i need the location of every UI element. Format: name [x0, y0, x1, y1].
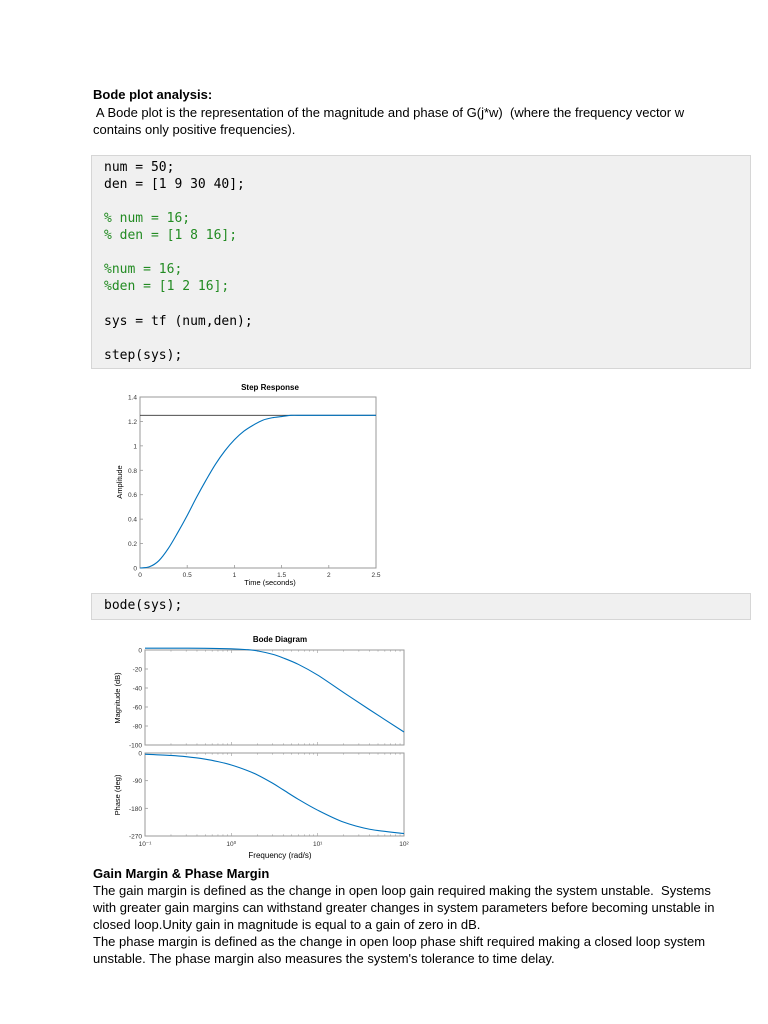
y-tick-label: -60	[132, 704, 142, 712]
code-line: bode(sys);	[104, 598, 183, 613]
code-block-step	[91, 155, 751, 369]
code-line: den = [1 9 30 40];	[104, 177, 245, 192]
x-tick-label: 0	[138, 572, 142, 579]
code-line: num = 50;	[104, 160, 175, 175]
y-tick-label: -100	[128, 742, 142, 750]
y-tick-label: 1.2	[127, 418, 137, 426]
x-tick-label: 0.5	[182, 572, 192, 579]
magnitude-axis-label: Magnitude (dB)	[113, 672, 122, 724]
y-tick-label: 0.4	[127, 516, 137, 524]
y-tick-label: 0.6	[127, 492, 137, 500]
paragraph-line: unstable. The phase margin also measures the system's tolerance to time delay.	[93, 951, 555, 966]
y-tick-label: 0	[138, 750, 142, 758]
x-axis-label: Frequency (rad/s)	[248, 851, 312, 860]
gain-phase-margin-paragraph	[93, 882, 753, 967]
code-comment-line: %den = [1 2 16];	[104, 279, 230, 294]
y-tick-label: 0.2	[127, 541, 137, 549]
chart-title: Step Response	[241, 383, 299, 392]
gain-phase-margin-heading: Gain Margin & Phase Margin	[93, 866, 270, 881]
y-tick-label: 0	[138, 647, 142, 655]
x-tick-label: 2.5	[371, 572, 381, 579]
code-line: sys = tf (num,den);	[104, 314, 253, 329]
y-tick-label: -90	[132, 778, 142, 786]
code-block-bode	[91, 593, 751, 620]
paragraph-line: The gain margin is defined as the change in open loop gain required making the system unstable. Systems	[93, 883, 711, 898]
y-axis-label: Amplitude	[115, 465, 124, 499]
bode-section-paragraph	[93, 104, 733, 138]
y-tick-label: -180	[128, 805, 142, 813]
step-response-chart	[100, 375, 400, 590]
y-tick-label: 1	[133, 443, 137, 451]
y-tick-label: 0	[133, 565, 137, 573]
code-line: step(sys);	[104, 348, 183, 363]
paragraph-line: with greater gain margins can withstand greater changes in system parameters before becoming unstable in	[93, 900, 715, 915]
x-tick-label: 10¹	[312, 841, 323, 848]
bode-diagram-chart	[100, 628, 420, 864]
paragraph-line: contains only positive frequencies).	[93, 122, 296, 137]
bode-section-heading: Bode plot analysis:	[93, 87, 213, 102]
y-tick-label: -270	[128, 833, 142, 841]
code-comment-line: % num = 16;	[104, 211, 191, 226]
x-tick-label: 2	[326, 572, 331, 579]
y-tick-label: 1.4	[127, 394, 137, 402]
x-tick-label: 10²	[399, 841, 409, 848]
paragraph-line: The phase margin is defined as the change in open loop phase shift required making a closed loop system	[93, 934, 706, 949]
paragraph-line: A Bode plot is the representation of the magnitude and phase of G(j*w) (where the frequency vector w	[93, 105, 685, 120]
code-comment-line: % den = [1 8 16];	[104, 228, 238, 243]
x-tick-label: 10⁰	[226, 841, 237, 848]
x-tick-label: 10⁻¹	[138, 841, 152, 848]
y-tick-label: -20	[132, 666, 142, 674]
chart-title: Bode Diagram	[252, 635, 308, 644]
y-tick-label: 0.8	[127, 467, 137, 475]
code-comment-line: %num = 16;	[104, 262, 183, 277]
y-tick-label: -80	[132, 723, 142, 731]
phase-plot-frame	[145, 753, 404, 836]
x-tick-label: 1	[232, 572, 237, 579]
paragraph-line: closed loop.Unity gain in magnitude is equal to a gain of zero in dB.	[93, 917, 481, 932]
x-tick-label: 1.5	[277, 572, 287, 579]
x-axis-label: Time (seconds)	[244, 578, 296, 587]
magnitude-plot-frame	[145, 650, 404, 745]
phase-axis-label: Phase (deg)	[113, 774, 122, 816]
y-tick-label: -40	[132, 685, 142, 693]
